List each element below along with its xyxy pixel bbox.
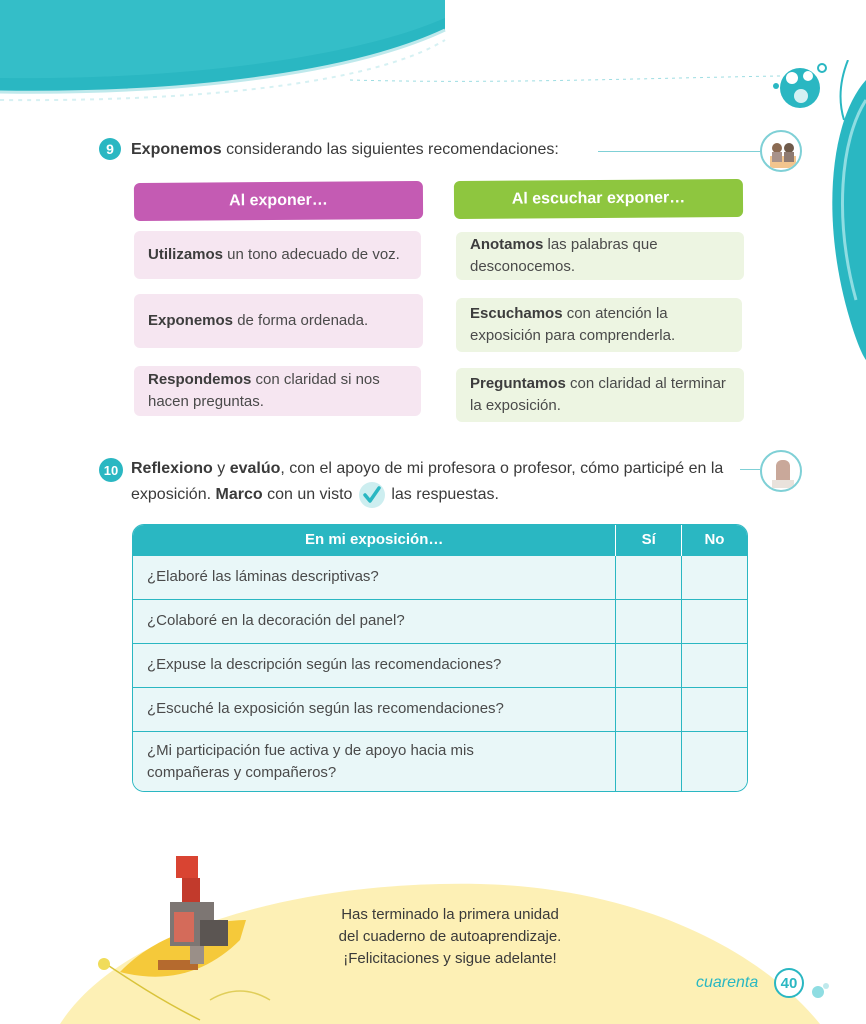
- table-row: [133, 687, 747, 731]
- recommendation-card: Anotamos las palabras que desconocemos.: [456, 232, 744, 280]
- yes-checkbox-cell[interactable]: [616, 731, 682, 792]
- recommendation-card: Exponemos de forma ordenada.: [134, 294, 423, 348]
- page-number-badge: 40: [774, 968, 804, 998]
- column-header-listener: Al escuchar exponer…: [454, 179, 743, 219]
- yes-checkbox-cell[interactable]: [616, 687, 682, 731]
- yes-checkbox-cell[interactable]: [616, 643, 682, 687]
- question-cell: ¿Mi participación fue activa y de apoyo hacia mis compañeras y compañeros?: [133, 731, 616, 792]
- evaluation-table: [132, 524, 748, 792]
- recommendation-card: Escuchamos con atención la exposición para comprenderla.: [456, 298, 742, 352]
- closing-message: Has terminado la primera unidad del cuaderno de autoaprendizaje. ¡Felicitaciones y sigue adelante!: [338, 906, 562, 967]
- question-cell: ¿Elaboré las láminas descriptivas?: [133, 555, 616, 599]
- table-row: [133, 731, 747, 792]
- table-row: [133, 599, 747, 643]
- no-checkbox-cell[interactable]: [681, 687, 747, 731]
- activity-10-number: 10: [99, 458, 123, 482]
- question-cell: ¿Colaboré en la decoración del panel?: [133, 599, 616, 643]
- yes-checkbox-cell[interactable]: [616, 555, 682, 599]
- table-header-question: En mi exposición…: [133, 525, 616, 555]
- question-cell: ¿Escuché la exposición según las recomendaciones?: [133, 687, 616, 731]
- table-row: [133, 643, 747, 687]
- table-header-no: No: [681, 525, 747, 555]
- table-row: [133, 555, 747, 599]
- recommendation-card: Utilizamos un tono adecuado de voz.: [134, 231, 421, 279]
- no-checkbox-cell[interactable]: [681, 731, 747, 792]
- guide-line: [740, 469, 760, 470]
- guide-line: [598, 151, 760, 152]
- activity-9-number: 9: [99, 138, 121, 160]
- bubbles-icon: [806, 980, 830, 1004]
- no-checkbox-cell[interactable]: [681, 643, 747, 687]
- activity-10-instruction: Reflexiono y evalúo, con el apoyo de mi profesora o profesor, cómo participé en la exposición. Marco con un visto las respuestas.: [131, 456, 741, 508]
- question-cell: ¿Expuse la descripción según las recomendaciones?: [133, 643, 616, 687]
- no-checkbox-cell[interactable]: [681, 555, 747, 599]
- yes-checkbox-cell[interactable]: [616, 599, 682, 643]
- mascot-illustration-icon: [150, 852, 240, 976]
- page-number-word: cuarenta: [696, 974, 759, 991]
- column-header-expositor: Al exponer…: [134, 181, 423, 221]
- self-evaluation-icon: [760, 450, 802, 492]
- group-people-icon: [760, 130, 802, 172]
- activity-9-instruction: Exponemos considerando las siguientes recomendaciones:: [131, 141, 559, 158]
- recommendation-card: Preguntamos con claridad al terminar la exposición.: [456, 368, 744, 422]
- recommendation-card: Respondemos con claridad si nos hacen preguntas.: [134, 366, 421, 416]
- right-leaf-decoration: [800, 60, 866, 380]
- no-checkbox-cell[interactable]: [681, 599, 747, 643]
- table-header-yes: Sí: [616, 525, 682, 555]
- check-mark-icon: [359, 482, 385, 508]
- header-banner: [0, 0, 866, 120]
